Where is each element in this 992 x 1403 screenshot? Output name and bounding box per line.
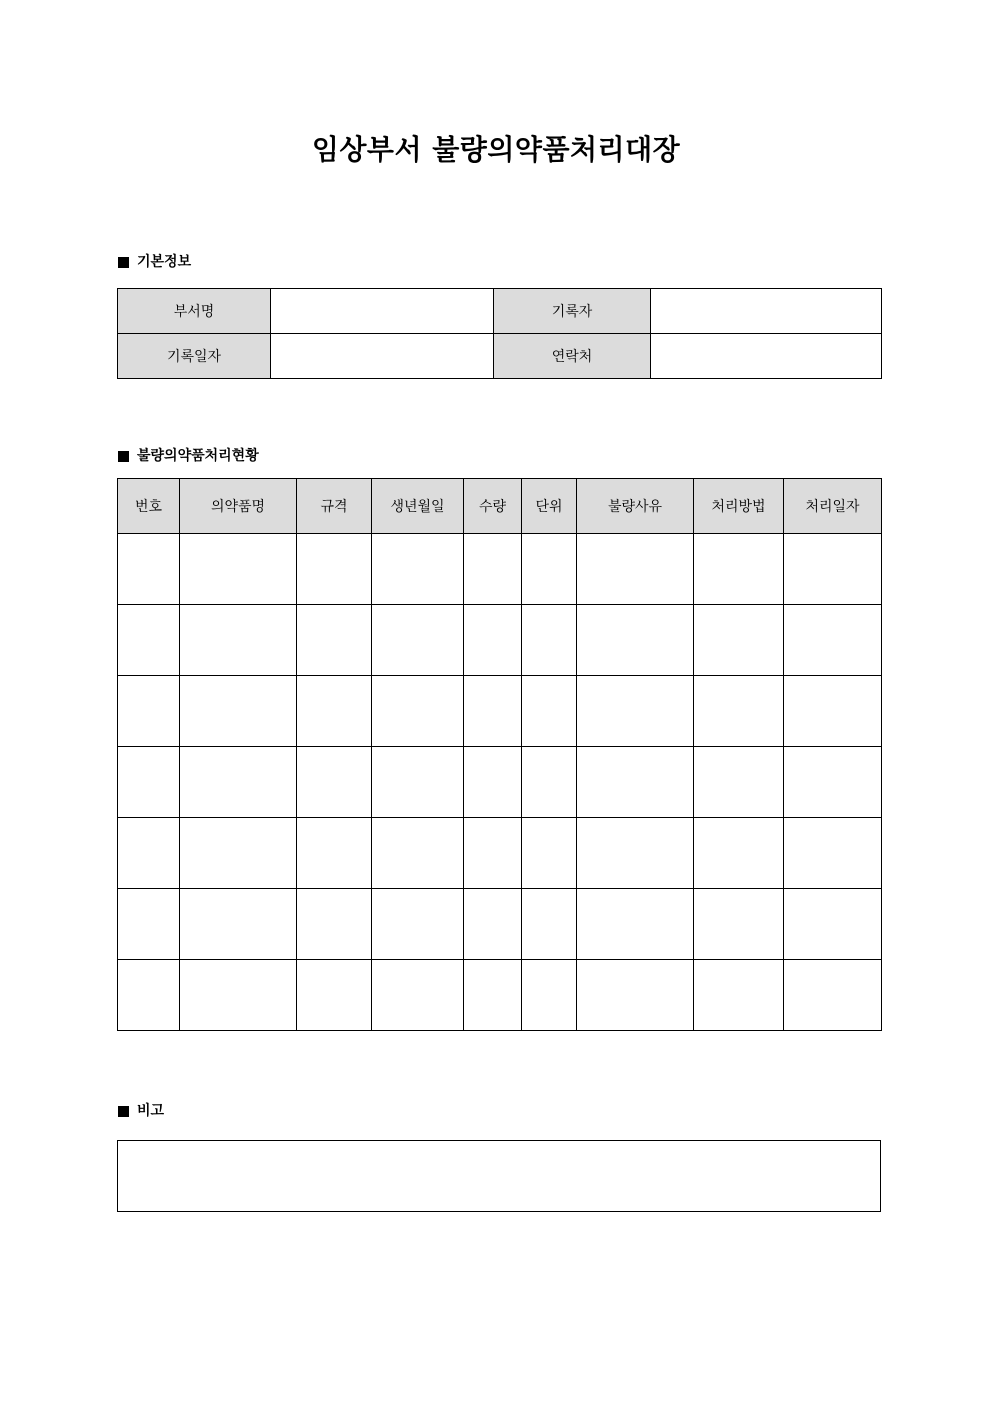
table-cell[interactable] <box>180 818 297 889</box>
table-cell[interactable] <box>694 534 784 605</box>
table-row <box>118 534 882 605</box>
table-cell[interactable] <box>297 818 372 889</box>
table-cell[interactable] <box>522 534 577 605</box>
field-label-department: 부서명 <box>118 289 271 334</box>
basic-info-table <box>117 288 882 379</box>
table-cell[interactable] <box>297 889 372 960</box>
table-cell[interactable] <box>577 676 694 747</box>
table-cell[interactable] <box>180 605 297 676</box>
table-cell[interactable] <box>464 747 522 818</box>
table-row <box>118 889 882 960</box>
filled-square-icon <box>118 257 129 268</box>
table-header-row <box>118 479 882 534</box>
table-row <box>118 960 882 1031</box>
column-header: 의약품명 <box>180 479 297 534</box>
table-cell[interactable] <box>784 534 882 605</box>
table-row <box>118 334 882 379</box>
table-cell[interactable] <box>372 747 464 818</box>
table-cell[interactable] <box>372 676 464 747</box>
table-cell[interactable] <box>694 889 784 960</box>
field-value-recorder[interactable] <box>651 289 882 334</box>
section-heading-basic-info <box>118 252 191 272</box>
table-cell[interactable] <box>118 960 180 1031</box>
section-heading-remarks <box>118 1101 164 1121</box>
column-header: 수량 <box>464 479 522 534</box>
filled-square-icon <box>118 451 129 462</box>
page-title: 임상부서 불량의약품처리대장 <box>311 133 681 166</box>
table-cell[interactable] <box>297 747 372 818</box>
table-cell[interactable] <box>180 960 297 1031</box>
table-cell[interactable] <box>577 605 694 676</box>
table-cell[interactable] <box>784 818 882 889</box>
column-header: 규격 <box>297 479 372 534</box>
table-cell[interactable] <box>577 960 694 1031</box>
table-cell[interactable] <box>522 960 577 1031</box>
table-cell[interactable] <box>118 818 180 889</box>
table-cell[interactable] <box>297 534 372 605</box>
table-cell[interactable] <box>784 676 882 747</box>
table-cell[interactable] <box>522 747 577 818</box>
field-label-record-date: 기록일자 <box>118 334 271 379</box>
table-cell[interactable] <box>577 889 694 960</box>
table-cell[interactable] <box>784 889 882 960</box>
table-row <box>118 747 882 818</box>
table-cell[interactable] <box>180 534 297 605</box>
field-value-contact[interactable] <box>651 334 882 379</box>
field-value-department[interactable] <box>271 289 494 334</box>
table-cell[interactable] <box>372 960 464 1031</box>
column-header: 처리방법 <box>694 479 784 534</box>
table-cell[interactable] <box>180 676 297 747</box>
field-label-contact: 연락처 <box>494 334 651 379</box>
table-row <box>118 605 882 676</box>
filled-square-icon <box>118 1106 129 1117</box>
column-header: 번호 <box>118 479 180 534</box>
table-cell[interactable] <box>577 747 694 818</box>
section-heading-label: 비고 <box>137 1103 165 1119</box>
table-row <box>118 818 882 889</box>
section-heading-label: 불량의약품처리현황 <box>137 448 259 464</box>
remarks-box[interactable] <box>117 1140 881 1212</box>
table-cell[interactable] <box>372 534 464 605</box>
status-table <box>117 478 882 1031</box>
table-cell[interactable] <box>694 747 784 818</box>
column-header: 생년월일 <box>372 479 464 534</box>
table-cell[interactable] <box>522 889 577 960</box>
table-cell[interactable] <box>180 747 297 818</box>
table-cell[interactable] <box>118 605 180 676</box>
table-cell[interactable] <box>372 889 464 960</box>
table-cell[interactable] <box>297 676 372 747</box>
table-cell[interactable] <box>577 818 694 889</box>
table-cell[interactable] <box>464 818 522 889</box>
field-label-recorder: 기록자 <box>494 289 651 334</box>
table-cell[interactable] <box>694 818 784 889</box>
table-cell[interactable] <box>522 818 577 889</box>
table-cell[interactable] <box>784 747 882 818</box>
field-value-record-date[interactable] <box>271 334 494 379</box>
table-cell[interactable] <box>297 960 372 1031</box>
table-cell[interactable] <box>464 534 522 605</box>
section-heading-label: 기본정보 <box>137 254 192 270</box>
column-header: 단위 <box>522 479 577 534</box>
table-cell[interactable] <box>464 960 522 1031</box>
remarks-value[interactable] <box>118 1141 880 1171</box>
table-cell[interactable] <box>694 960 784 1031</box>
table-body <box>118 534 882 1031</box>
column-header: 불량사유 <box>577 479 694 534</box>
table-cell[interactable] <box>372 605 464 676</box>
table-cell[interactable] <box>464 676 522 747</box>
table-cell[interactable] <box>784 960 882 1031</box>
table-cell[interactable] <box>694 676 784 747</box>
column-header: 처리일자 <box>784 479 882 534</box>
table-cell[interactable] <box>372 818 464 889</box>
table-cell[interactable] <box>118 534 180 605</box>
table-cell[interactable] <box>522 605 577 676</box>
table-cell[interactable] <box>180 889 297 960</box>
table-cell[interactable] <box>464 605 522 676</box>
table-cell[interactable] <box>577 534 694 605</box>
section-heading-status <box>118 446 259 466</box>
table-cell[interactable] <box>118 676 180 747</box>
table-cell[interactable] <box>694 605 784 676</box>
table-cell[interactable] <box>118 747 180 818</box>
table-row <box>118 289 882 334</box>
table-cell[interactable] <box>297 605 372 676</box>
table-cell[interactable] <box>522 676 577 747</box>
table-row <box>118 676 882 747</box>
table-cell[interactable] <box>118 889 180 960</box>
table-cell[interactable] <box>784 605 882 676</box>
table-cell[interactable] <box>464 889 522 960</box>
